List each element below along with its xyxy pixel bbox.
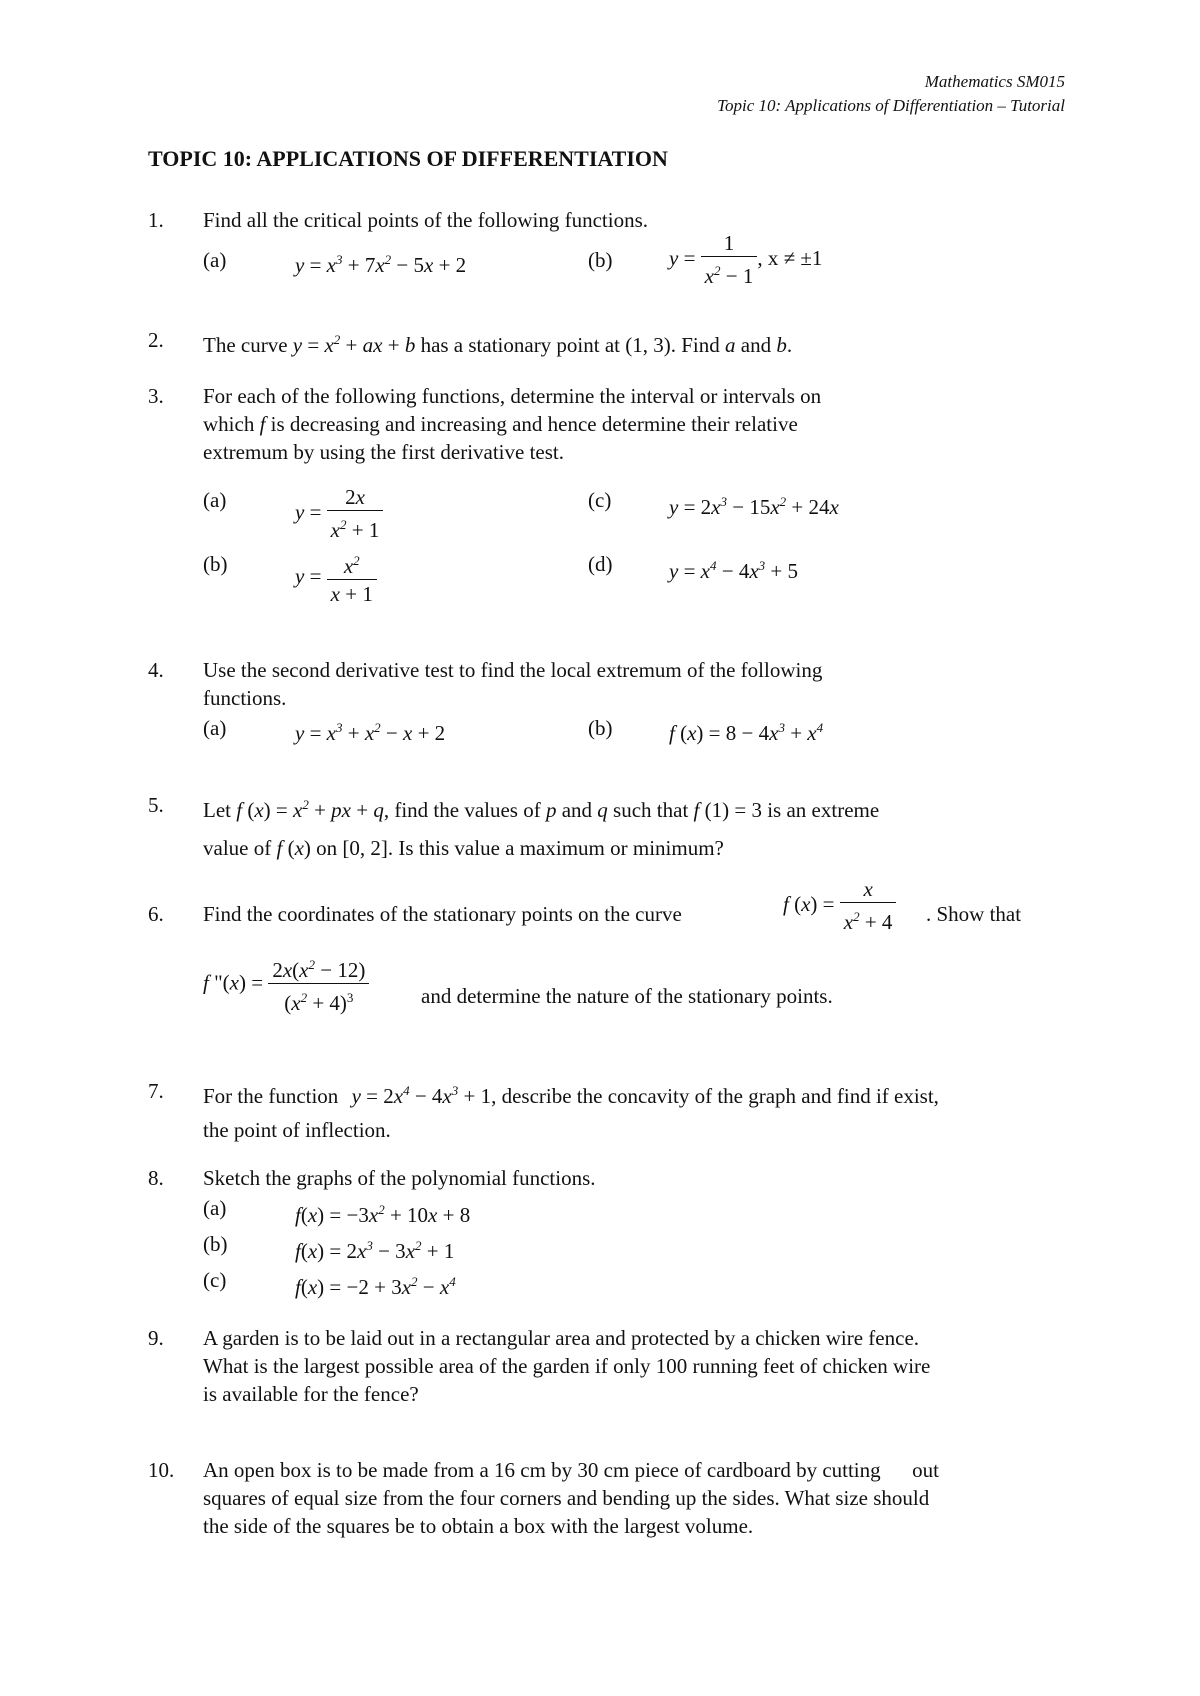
question-number: 9. [148, 1326, 164, 1350]
question-number: 1. [148, 208, 164, 232]
question-7 [148, 1074, 1068, 1147]
question-line: For the function $y = 2x^4 - 4x^3 + 1$, describe the concavity of the graph and find if exist, [203, 1083, 939, 1108]
question-text: Find all the critical points of the following functions. [203, 208, 649, 232]
question-5 [148, 786, 1068, 867]
part-label: (a) [203, 716, 227, 740]
equation-6-second-derivative: f "(x) = $\frac{2x(x^2 - 12)}{(x^2 + 4)^3}$ [203, 952, 369, 1017]
part-label: (a) [203, 248, 227, 272]
question-8 [148, 1164, 1068, 1300]
question-6 [148, 877, 1068, 1042]
page-title: TOPIC 10: APPLICATIONS OF DIFFERENTIATION [148, 146, 668, 171]
equation-3c: $y = 2x^3 - 15x^2 + 24x$ [669, 494, 839, 519]
question-number: 7. [148, 1079, 164, 1103]
question-line: which f is decreasing and increasing and hence determine their relative [203, 412, 798, 436]
question-3 [148, 382, 1068, 618]
question-line: the point of inflection. [203, 1118, 391, 1142]
question-line: the side of the squares be to obtain a box with the largest volume. [203, 1514, 754, 1538]
question-text: The curve $y = x^2$ + ax + b has a stationary point at (1, 3). Find a and b. [203, 332, 793, 357]
equation-8b: $f(x) = 2x^3 - 3x^2 + 1$ [295, 1238, 455, 1263]
part-label: (d) [588, 552, 613, 576]
page-header [717, 70, 1065, 118]
question-line: For each of the following functions, determine the interval or intervals on [203, 384, 822, 408]
question-number: 8. [148, 1166, 164, 1190]
equation-1b: y = $\frac{1}{x^2 - 1}$ , x ≠ ±1 [669, 231, 823, 288]
question-line: functions. [203, 686, 287, 710]
part-label: (a) [203, 1196, 227, 1220]
equation-3a: y = $\frac{2x}{x^2 + 1}$ [295, 484, 383, 544]
equation-3d: $y = x^4 - 4x^3 + 5$ [669, 558, 799, 583]
question-number: 10. [148, 1458, 175, 1482]
topic-subtitle: Topic 10: Applications of Differentiation – Tutorial [717, 95, 1065, 115]
question-line: is available for the fence? [203, 1382, 419, 1406]
question-text: Sketch the graphs of the polynomial functions. [203, 1166, 596, 1190]
equation-4b: f $(x) = 8 - 4x^3 + x^4$ [669, 720, 824, 745]
question-10 [148, 1456, 1068, 1540]
equation-4a: $y = x^3 + x^2 - x + 2$ [295, 720, 446, 745]
question-number: 4. [148, 658, 164, 682]
equation-3b: y = $\frac{x^2}{x + 1}$ [295, 548, 377, 608]
question-line: A garden is to be laid out in a rectangular area and protected by a chicken wire fence. [203, 1326, 920, 1350]
question-line: extremum by using the first derivative test. [203, 440, 564, 464]
question-line: f "(x) = $\frac{2x(x^2 - 12)}{(x^2 + 4)^3}$ and determine the nature of the stationary points. [203, 952, 1068, 1042]
equation-2: $y = x^2$ + ax + b [292, 332, 416, 357]
question-line: Use the second derivative test to find the local extremum of the following [203, 658, 823, 682]
part-label: (c) [203, 1268, 227, 1292]
equation-8c: $f(x) = -2 + 3x^2 - x^4$ [295, 1274, 456, 1299]
question-4 [148, 656, 1068, 746]
course-code: Mathematics SM015 [924, 72, 1065, 91]
part-label: (b) [203, 552, 228, 576]
question-1 [148, 206, 1068, 288]
question-9 [148, 1324, 1068, 1408]
part-label: (b) [588, 716, 613, 740]
equation-8a: $f(x) = -3x^2 + 10x + 8$ [295, 1202, 471, 1227]
question-line: Find the coordinates of the stationary points on the curve f (x) = $\frac{x}{x^2 + 4}$ . Show that [203, 877, 1022, 934]
question-line: An open box is to be made from a 16 cm by 30 cm piece of cardboard by cutting out [203, 1458, 939, 1482]
part-label: (c) [588, 488, 612, 512]
question-line: Let f $(x) = x^2$ + px + q, find the values of p and q such that f (1) = 3 is an extreme [203, 797, 880, 822]
question-line: value of f (x) on [0, 2]. Is this value a maximum or minimum? [203, 836, 724, 860]
question-line: What is the largest possible area of the garden if only 100 running feet of chicken wire [203, 1354, 931, 1378]
question-number: 2. [148, 328, 164, 352]
question-number: 5. [148, 793, 164, 817]
question-number: 3. [148, 384, 164, 408]
equation-1a: $y = x^3 + 7x^2 - 5x + 2$ [295, 252, 467, 277]
part-label: (b) [588, 248, 613, 272]
part-label: (a) [203, 488, 227, 512]
question-number: 6. [148, 902, 164, 926]
question-2 [148, 326, 1068, 359]
question-line: squares of equal size from the four corners and bending up the sides. What size should [203, 1486, 930, 1510]
part-label: (b) [203, 1232, 228, 1256]
